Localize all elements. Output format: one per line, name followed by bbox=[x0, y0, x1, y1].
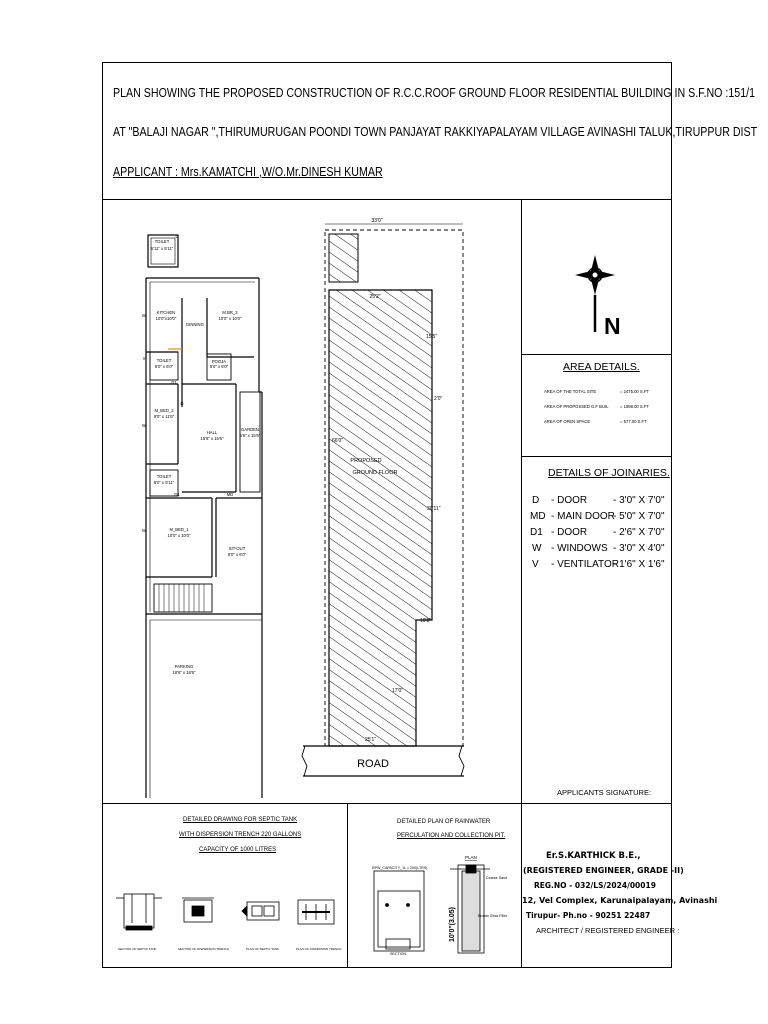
joinary-code: D bbox=[532, 495, 540, 506]
room-toilet3-dim: 6'0" x 5'11" bbox=[153, 480, 175, 485]
room-sitout: SIT-OUT bbox=[228, 546, 246, 551]
main-door-tag: MD bbox=[226, 492, 234, 497]
joinary-name: - DOOR bbox=[551, 527, 588, 538]
joinary-size: - 2'6" X 7'0" bbox=[613, 527, 665, 538]
engineer-address: 12, Vel Complex, Karunaipalayam, Avinashi bbox=[522, 896, 718, 905]
room-mbr1: M_BED_1 bbox=[169, 527, 189, 532]
rainwater-heading-1: DETAILED PLAN OF RAINWATER bbox=[397, 819, 491, 825]
rainwater-dim: 10'0"(3.05) bbox=[449, 907, 456, 942]
details-divider bbox=[102, 803, 672, 804]
site-dim-top: 33'0" bbox=[371, 218, 383, 224]
room-parking-dim: 18'6" x 18'6" bbox=[172, 670, 196, 675]
room-mbr1-dim: 10'0" x 10'0" bbox=[167, 533, 191, 538]
room-mbr2-dim: 9'0" x 11'6" bbox=[153, 414, 175, 419]
joinary-size: - 3'0" X 7'0" bbox=[613, 495, 665, 506]
rainwater-plan-label: PLAN bbox=[465, 855, 477, 860]
area-row-value: = 2475.00 S.FT bbox=[620, 389, 649, 394]
applicant-signature-label: APPLICANTS SIGNATURE: bbox=[557, 788, 652, 797]
title-line-2: AT "BALAJI NAGAR ",THIRUMURUGAN POONDI TOWN PANJAYAT RAKKIYAPALAYAM VILLAGE AVINASHI TALUK,TIRUPPUR DIST bbox=[113, 124, 758, 139]
septic-heading-1: DETAILED DRAWING FOR SEPTIC TANK bbox=[183, 817, 298, 823]
room-kitchen-dim: 10'0"x10'0" bbox=[155, 316, 177, 321]
joinary-code: W bbox=[532, 543, 542, 554]
room-mbr3-dim: 10'0" x 10'0" bbox=[218, 316, 242, 321]
engineer-regno: REG.NO - 032/LS/2024/00019 bbox=[534, 881, 656, 890]
septic-tank-drawings bbox=[112, 868, 344, 958]
rainwater-heading-2: PERCULATION AND COLLECTION PIT. bbox=[397, 833, 506, 839]
site-dim-b: 15'5" bbox=[426, 334, 438, 340]
joinary-code: MD bbox=[530, 511, 546, 522]
door-tag-d1-2: D1 bbox=[174, 492, 180, 497]
window-tag-w-2: W bbox=[142, 423, 146, 428]
window-tag-w-3: W bbox=[142, 528, 146, 533]
septic-caption-4: PLAN OF DISPERSION TRENCH bbox=[296, 947, 342, 951]
site-plan bbox=[300, 210, 475, 790]
door-tag-d-1: D bbox=[175, 234, 179, 239]
ground-floor-plan bbox=[104, 202, 304, 798]
room-toilet3: TOILET bbox=[156, 474, 172, 479]
door-tag-d1-1: D1 bbox=[171, 380, 177, 385]
joinaries-heading: DETAILS OF JOINARIES. bbox=[548, 467, 670, 479]
septic-caption-3: PLAN OF SEPTIC TANK bbox=[246, 947, 280, 951]
room-hall-dim: 15'6" x 15'6" bbox=[200, 436, 224, 441]
site-dim-left: 66'0" bbox=[332, 438, 344, 444]
septic-heading-2: WITH DISPERSION TRENCH 220 GALLONS bbox=[179, 832, 302, 838]
rainwater-capacity: RPW_CAPACITY_1L = 200(LTRS) bbox=[372, 866, 428, 870]
side-panel-divider bbox=[521, 199, 522, 968]
room-sitout-dim: 6'0" x 6'0" bbox=[227, 552, 247, 557]
area-row-label: AREA OF THE TOTAL SITE bbox=[544, 389, 597, 394]
applicant-line: APPLICANT : Mrs.KAMATCHI ,W/O.Mr.DINESH KUMAR bbox=[113, 164, 383, 179]
road-label: ROAD bbox=[357, 758, 389, 770]
room-parking: PARKING bbox=[174, 664, 194, 669]
room-hall: HALL bbox=[206, 430, 218, 435]
room-garden-dim: 5'6" x 15'6" bbox=[239, 433, 261, 438]
rainwater-pit-drawing bbox=[362, 847, 512, 962]
title-divider bbox=[102, 199, 672, 200]
site-label-proposed: PROPOSED bbox=[350, 458, 382, 464]
room-pooja: POOJA bbox=[211, 359, 227, 364]
joinary-name: - DOOR bbox=[551, 495, 588, 506]
area-divider bbox=[521, 354, 672, 355]
area-row-label: AREA OF OPEN SPACE bbox=[544, 419, 591, 424]
door-tag-d-2: D bbox=[180, 401, 184, 406]
room-mbr3: M.BR_3 bbox=[222, 310, 238, 315]
room-toilet2: TOILET bbox=[156, 358, 172, 363]
room-dining: DINNING bbox=[186, 322, 204, 327]
room-pooja-dim: 5'0" x 5'0" bbox=[209, 364, 229, 369]
joinary-name: - VENTILATOR bbox=[551, 559, 619, 570]
room-mbr2: M_BED_2 bbox=[154, 408, 174, 413]
rainwater-coarse-sand: Coarse Sand bbox=[486, 876, 507, 880]
room-toilet2-dim: 6'0" x 6'0" bbox=[154, 364, 174, 369]
engineer-name: Er.S.KARTHICK B.E., bbox=[546, 851, 641, 861]
site-dim-e: 17'0" bbox=[392, 688, 404, 694]
septic-divider bbox=[347, 803, 348, 968]
area-row-value: = 577.00 S.FT bbox=[620, 419, 647, 424]
site-dim-d: 10'8" bbox=[420, 618, 432, 624]
engineer-grade: (REGISTERED ENGINEER, GRADE -II) bbox=[523, 866, 684, 875]
site-label-ground-floor: GROUND FLOOR bbox=[352, 470, 398, 476]
joinary-size: - 1'6" X 1'6" bbox=[613, 559, 665, 570]
area-row-value: = 1898.00 S.FT bbox=[620, 404, 649, 409]
septic-heading-3: CAPACITY OF 1000 LITRES bbox=[199, 847, 277, 853]
ventilator-tag: V bbox=[142, 356, 146, 361]
rainwater-section-label: SECTION bbox=[390, 952, 406, 956]
north-label: N bbox=[604, 313, 621, 339]
area-details-heading: AREA DETAILS. bbox=[563, 361, 640, 373]
room-toilet-top: TOILET bbox=[154, 239, 170, 244]
area-row-label: AREA OF PROPOSSED G.F BUIL bbox=[544, 404, 609, 409]
joinary-code: V bbox=[532, 559, 539, 570]
engineer-title: ARCHITECT / REGISTERED ENGINEER : bbox=[536, 926, 680, 935]
room-garden: GARDEN bbox=[241, 427, 259, 432]
site-dim-bottom: 25'1" bbox=[365, 737, 377, 743]
joinary-name: - MAIN DOOR bbox=[551, 511, 615, 522]
engineer-phone: Tirupur- Ph.no - 90251 22487 bbox=[526, 911, 651, 920]
joinary-divider bbox=[521, 456, 672, 457]
title-line-1: PLAN SHOWING THE PROPOSED CONSTRUCTION OF R.C.C.ROOF GROUND FLOOR RESIDENTIAL BUILDING IN S.F.NO :151/1 bbox=[113, 85, 756, 100]
joinary-name: - WINDOWS bbox=[551, 543, 608, 554]
septic-caption-2: SECTION OF DISPERSION TRENCH bbox=[178, 947, 229, 951]
room-toilet-top-dim: 5'11" x 5'11" bbox=[150, 246, 174, 251]
rainwater-broken-brick: Broken Brick Filler bbox=[478, 914, 508, 918]
site-dim-a: 25'2" bbox=[369, 294, 381, 300]
joinary-size: - 5'0" X 7'0" bbox=[613, 511, 665, 522]
joinary-size: - 3'0" X 4'0" bbox=[613, 543, 665, 554]
site-dim-c: 2'0" bbox=[434, 396, 443, 402]
window-tag-w-1: W bbox=[142, 313, 146, 318]
septic-caption-1: SECTION OF SEPTIC TANK bbox=[118, 947, 157, 951]
room-kitchen: KITCHEN bbox=[156, 310, 176, 315]
joinary-code: D1 bbox=[530, 527, 543, 538]
site-dim-right: 30'11" bbox=[427, 506, 441, 512]
